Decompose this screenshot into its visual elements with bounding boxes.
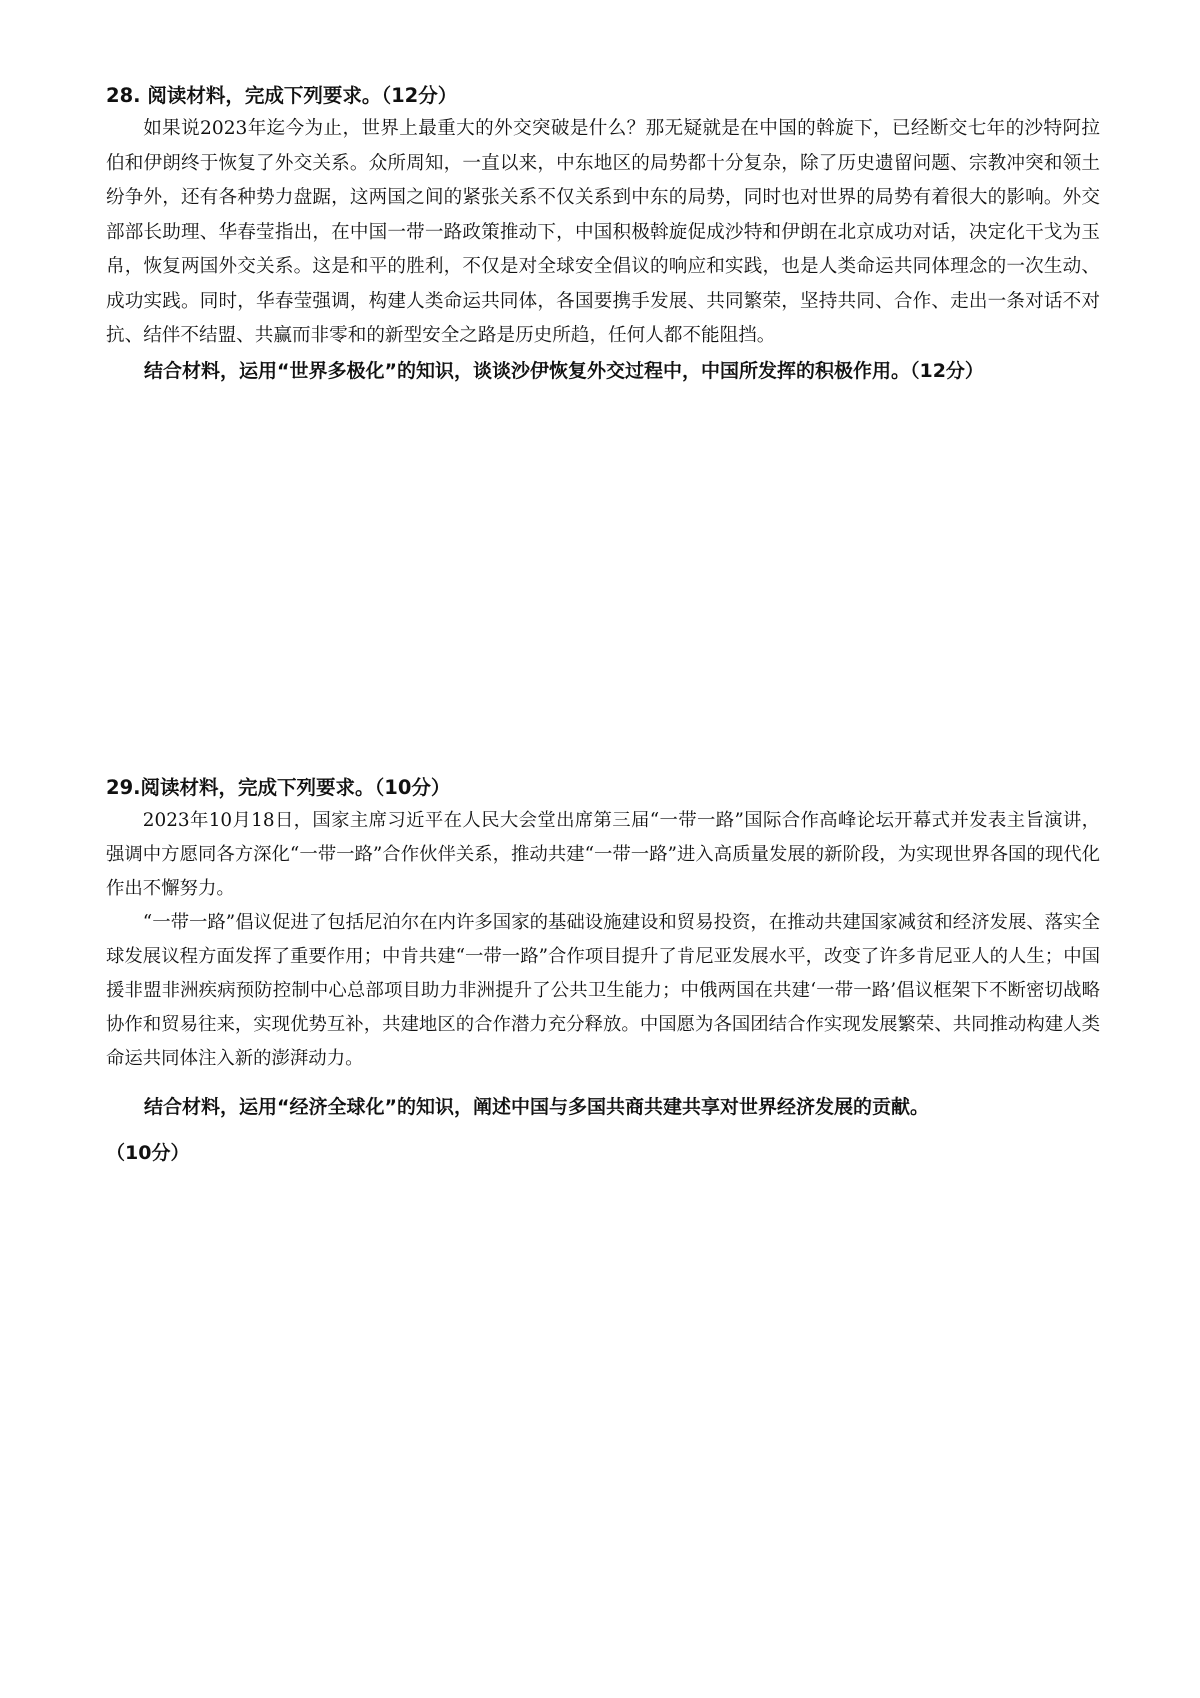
question-heading: 28. 阅读材料，完成下列要求。（12分）	[106, 84, 458, 107]
question-task: 结合材料，运用“世界多极化”的知识，谈谈沙伊恢复外交过程中，中国所发挥的积极作用。（12分）	[144, 359, 984, 382]
question-29	[106, 772, 1100, 1170]
question-score: （10分）	[106, 1142, 190, 1164]
material-paragraph: “一带一路”倡议促进了包括尼泊尔在内许多国家的基础设施建设和贸易投资，在推动共建国家减贫和经济发展、落实全球发展议程方面发挥了重要作用；中肯共建“一带一路”合作项目提升了肯尼亚发展水平，改变了许多肯尼亚人的人生；中国援非盟非洲疾病预防控制中心总部项目助力非洲提升了公共卫生能力；中俄两国在共建‘一带一路’倡议框架下不断密切战略协作和贸易往来，实现优势互补，共建地区的合作潜力充分释放。中国愿为各国团结合作实现发展繁荣、共同推动构建人类命运共同体注入新的澎湃动力。	[106, 912, 1100, 1069]
question-task: 结合材料，运用“经济全球化”的知识，阐述中国与多国共商共建共享对世界经济发展的贡献。	[144, 1096, 929, 1118]
question-28	[106, 80, 1100, 388]
material-paragraph: 如果说2023年迄今为止，世界上最重大的外交突破是什么？那无疑就是在中国的斡旋下，已经断交七年的沙特阿拉伯和伊朗终于恢复了外交关系。众所周知，一直以来，中东地区的局势都十分复杂，除了历史遗留问题、宗教冲突和领土纷争外，还有各种势力盘踞，这两国之间的紧张关系不仅关系到中东的局势，同时也对世界的局势有着很大的影响。外交部部长助理、华春莹指出，在中国一带一路政策推动下，中国积极斡旋促成沙特和伊朗在北京成功对话，决定化干戈为玉帛，恢复两国外交关系。这是和平的胜利，不仅是对全球安全倡议的响应和实践，也是人类命运共同体理念的一次生动、成功实践。同时，华春莹强调，构建人类命运共同体，各国要携手发展、共同繁荣，坚持共同、合作、走出一条对话不对抗、结伴不结盟、共赢而非零和的新型安全之路是历史所趋，任何人都不能阻挡。	[106, 118, 1100, 346]
question-heading: 29.阅读材料，完成下列要求。（10分）	[106, 776, 451, 799]
material-paragraph: 2023年10月18日，国家主席习近平在人民大会堂出席第三届“一带一路”国际合作高峰论坛开幕式并发表主旨演讲，强调中方愿同各方深化“一带一路”合作伙伴关系，推动共建“一带一路”进入高质量发展的新阶段，为实现世界各国的现代化作出不懈努力。	[106, 810, 1100, 899]
